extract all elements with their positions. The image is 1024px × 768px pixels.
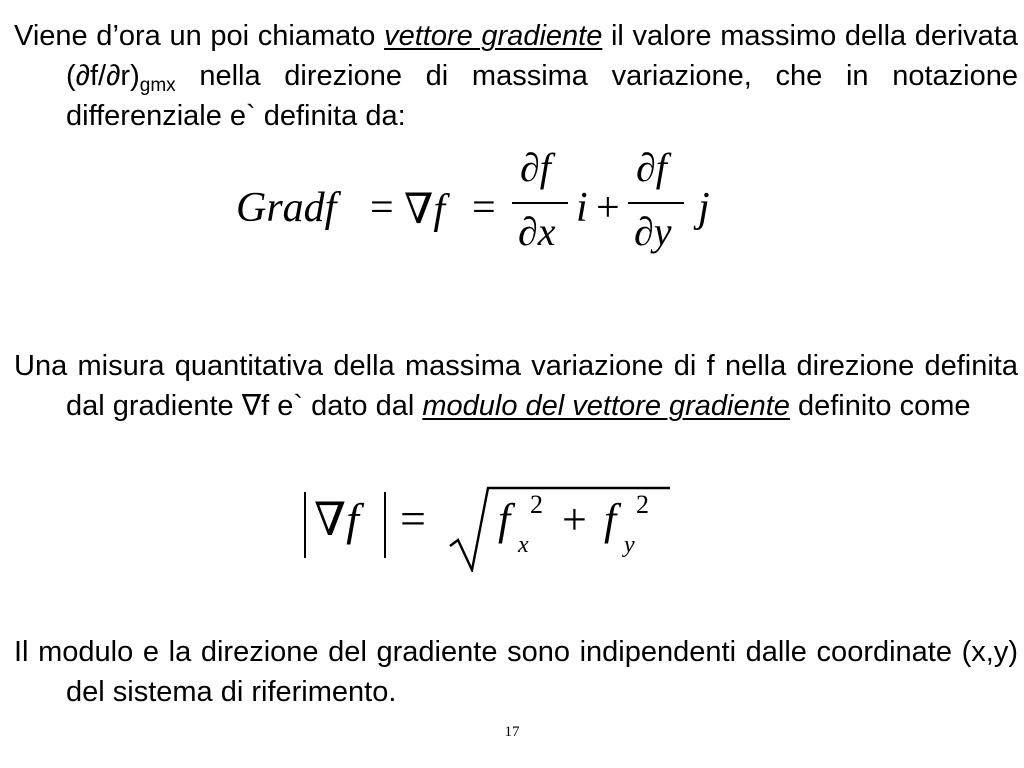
text-segment: Il modulo e la direzione del gradiente sono indipendenti dalle coordinate (x,y) del sistema di riferimento. [14,636,1018,708]
emphasis-modulo-del-vettore-gradiente: modulo del vettore gradiente [422,390,790,422]
gradient-magnitude-equation [290,478,690,578]
superscript-2: 2 [530,490,543,519]
unit-vector-j: j [698,185,710,231]
fraction-denominator: ∂x [518,209,556,254]
abs-bar-right [384,492,386,558]
gradient-equation [236,145,756,270]
plus-sign: + [596,185,620,231]
nabla-f: ∇f [314,494,359,545]
equals-sign: = [370,185,394,231]
text-segment: il valore massimo della derivata (∂f/∂r) [66,20,1018,92]
page-number: 17 [504,724,520,740]
text-segment: Una misura quantitativa della massima variazione di f nella direzione definita dal gradiente ∇f e` dato dal [14,350,1018,422]
text-segment: nella direzione di massima variazione, che in notazione differenziale e` definita da: [66,60,1018,132]
subscript-gmx: gmx [139,75,176,96]
unit-vector-i: i [576,185,588,231]
equals-sign: = [400,493,426,544]
plus-sign: + [562,495,587,544]
fraction-bar [628,202,684,204]
fraction-bar [512,202,568,204]
subscript-y: y [624,532,635,558]
subscript-x: x [518,532,529,558]
paragraph-independence [14,632,1018,712]
equals-sign: = [472,185,496,231]
emphasis-vettore-gradiente: vettore gradiente [384,20,603,52]
paragraph-gradient-definition [14,16,1018,136]
f-y-base: f [604,495,617,544]
paragraph-gradient-magnitude [14,346,1018,426]
abs-bar-left [304,492,306,558]
text-segment: Viene d’ora un poi chiamato [14,20,385,52]
grad-symbol: Gradf [236,185,337,231]
fraction-numerator: ∂f [520,145,551,190]
nabla-f: ∇f [404,187,445,233]
superscript-2: 2 [636,490,649,519]
fraction-denominator: ∂y [634,209,672,254]
f-x-base: f [498,495,511,544]
fraction-numerator: ∂f [636,145,667,190]
text-segment: definito come [789,390,971,422]
